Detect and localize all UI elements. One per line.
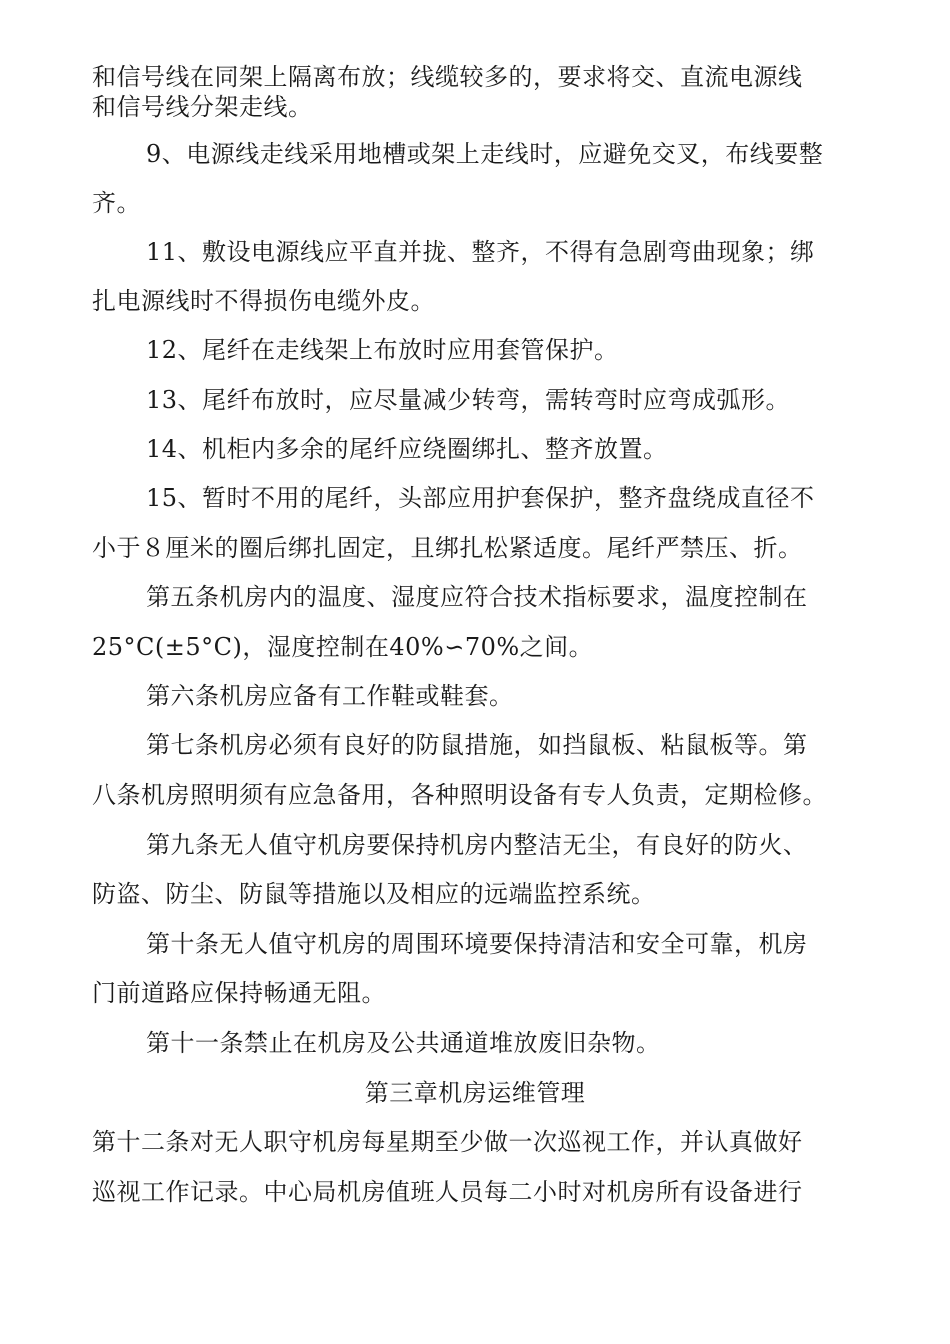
- paragraph-line: 巡视工作记录。中心局机房值班人员每二小时对机房所有设备进行: [92, 1178, 803, 1206]
- paragraph-line: 和信号线分架走线。: [92, 93, 313, 121]
- paragraph-line: 第六条机房应备有工作鞋或鞋套。: [146, 682, 514, 710]
- chapter-heading: 第三章机房运维管理: [364, 1079, 586, 1107]
- paragraph-line: 13、尾纤布放时，应尽量减少转弯，需转弯时应弯成弧形。: [146, 386, 791, 414]
- paragraph-line: 第十条无人值守机房的周围环境要保持清洁和安全可靠，机房: [146, 930, 808, 958]
- paragraph-line: 12、尾纤在走线架上布放时应用套管保护。: [146, 336, 619, 364]
- paragraph-line: 八条机房照明须有应急备用，各种照明设备有专人负责，定期检修。: [92, 781, 827, 809]
- paragraph-line: 和信号线在同架上隔离布放；线缆较多的，要求将交、直流电源线: [92, 63, 803, 91]
- paragraph-line: 9、电源线走线采用地槽或架上走线时，应避免交叉，布线要整: [146, 140, 824, 168]
- paragraph-line: 第九条无人值守机房要保持机房内整洁无尘，有良好的防火、: [146, 831, 808, 859]
- paragraph-line: 15、暂时不用的尾纤，头部应用护套保护，整齐盘绕成直径不: [146, 484, 815, 512]
- paragraph-line: 第十二条对无人职守机房每星期至少做一次巡视工作，并认真做好: [92, 1128, 803, 1156]
- paragraph-line: 第十一条禁止在机房及公共通道堆放废旧杂物。: [146, 1029, 661, 1057]
- paragraph-line: 第五条机房内的温度、湿度应符合技术指标要求，温度控制在: [146, 583, 808, 611]
- paragraph-line: 14、机柜内多余的尾纤应绕圈绑扎、整齐放置。: [146, 435, 668, 463]
- paragraph-line: 小于８厘米的圈后绑扎固定，且绑扎松紧适度。尾纤严禁压、折。: [92, 534, 803, 562]
- paragraph-line: 11、敷设电源线应平直并拢、整齐，不得有急剧弯曲现象；绑: [146, 238, 815, 266]
- paragraph-line: 齐。: [92, 189, 141, 217]
- paragraph-line: 25°C(±5°C)，湿度控制在40%∽70%之间。: [92, 633, 594, 661]
- paragraph-line: 扎电源线时不得损伤电缆外皮。: [92, 287, 435, 315]
- paragraph-line: 第七条机房必须有良好的防鼠措施，如挡鼠板、粘鼠板等。第: [146, 731, 808, 759]
- paragraph-line: 防盗、防尘、防鼠等措施以及相应的远端监控系统。: [92, 880, 656, 908]
- paragraph-line: 门前道路应保持畅通无阻。: [92, 979, 386, 1007]
